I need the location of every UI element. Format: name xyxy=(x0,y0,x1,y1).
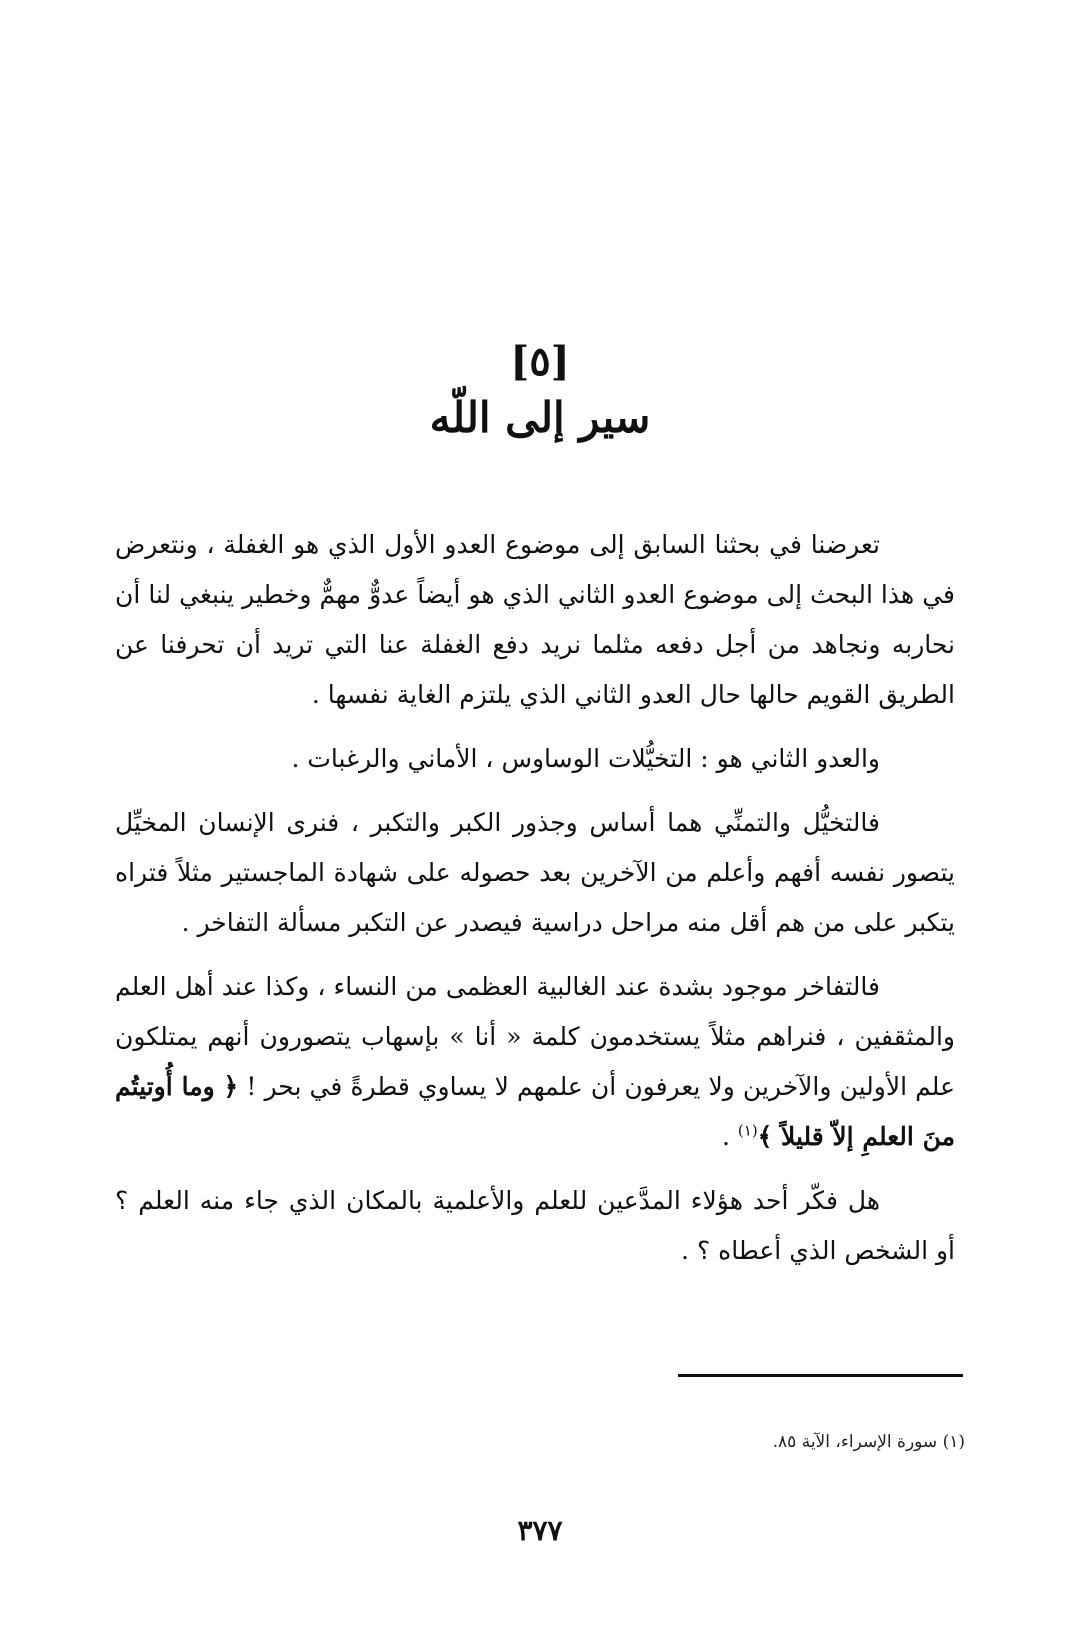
footnote-reference[interactable]: (١) xyxy=(737,1121,758,1140)
paragraph-4-text: فالتفاخر موجود بشدة عند الغالبية العظمى من النساء ، وكذا عند أهل العلم والمثقفين ، فنراهم مثلاً يستخدمون كلمة « أنا » بإسهاب يتصورون أنهم يمتلكون علم الأولين والآخرين ولا يعرفون أن علمهم لا يساوي قطرةً في بحر ! xyxy=(115,972,955,1101)
paragraph-1: تعرضنا في بحثنا السابق إلى موضوع العدو الأول الذي هو الغفلة ، ونتعرض في هذا البحث إلى موضوع العدو الثاني الذي هو أيضاً عدوٌّ مهمٌّ وخطير ينبغي لنا أن نحاربه ونجاهد من أجل دفعه مثلما نريد دفع الغفلة عنا التي تريد أن تحرفنا عن الطريق القويم حالها حال العدو الثاني الذي يلتزم الغاية نفسها . xyxy=(115,530,955,709)
paragraph-2: والعدو الثاني هو : التخيُّلات الوساوس ، الأماني والرغبات . xyxy=(291,744,880,773)
paragraph-3: فالتخيُّل والتمنِّي هما أساس وجذور الكبر والتكبر ، فنرى الإنسان المخيِّل يتصور نفسه أفهم وأعلم من الآخرين بعد حصوله على شهادة الماجستير مثلاً فتراه يتكبر على من هم أقل منه مراحل دراسية فيصدر عن التكبر مسألة التفاخر . xyxy=(115,808,955,937)
chapter-title: سير إلى اللّه xyxy=(429,393,651,442)
paragraph-4-end: . xyxy=(721,1122,738,1151)
chapter-number: [٥] xyxy=(510,338,570,385)
paragraph-4 xyxy=(115,962,955,1162)
quran-quote: ﴿ وما أُوتيتُم منَ العلمِ إلاّ قليلاً ﴾ xyxy=(115,1072,955,1151)
paragraph-5: هل فكّر أحد هؤلاء المدَّعين للعلم والأعلمية بالمكان الذي جاء منه العلم ؟ أو الشخص الذي أعطاه ؟ . xyxy=(115,1186,955,1265)
page-number: ٣٧٧ xyxy=(517,1514,563,1547)
footnote-divider xyxy=(678,1374,963,1377)
footnote: (١) سورة الإسراء، الآية ٨٥. xyxy=(772,1432,965,1452)
body-text xyxy=(115,520,955,1290)
